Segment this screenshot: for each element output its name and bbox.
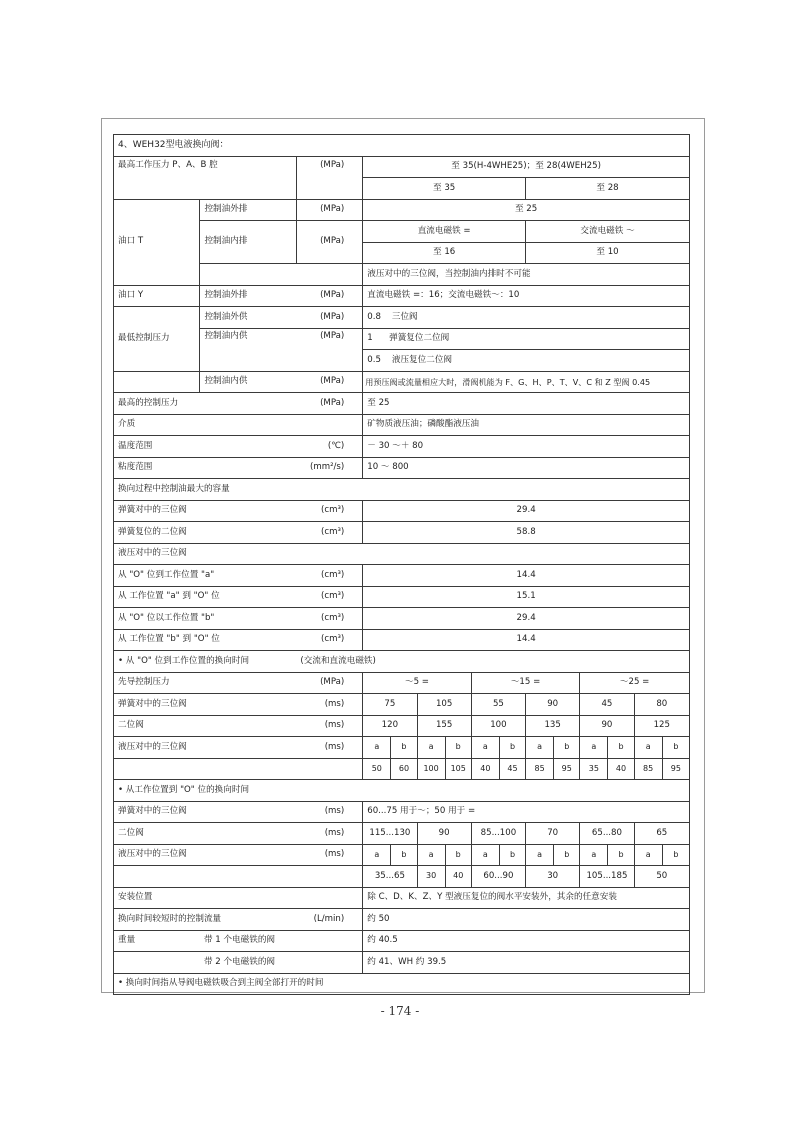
switch2-two-value: 65 <box>634 823 689 845</box>
switch1-two-unit: (ms) <box>296 715 362 737</box>
spec-table <box>113 134 690 995</box>
switch2-header-row <box>114 780 690 802</box>
weight-one-row <box>114 930 690 952</box>
temp-value: － 30 ～＋ 80 <box>363 436 690 458</box>
switch1-hyd-label: 液压对中的三位阀 <box>114 737 297 759</box>
mount-value: 除 C、D、K、Z、Y 型液压复位的阀水平安装外，其余的任意安装 <box>363 887 690 909</box>
switch2-ab-label: b <box>608 844 634 866</box>
min-ctrl-int-unit: (MPa) <box>296 328 362 371</box>
capacity-unit: (cm³) <box>296 500 362 522</box>
switch1-spring3-value: 80 <box>634 694 689 716</box>
visc-value: 10 ～ 800 <box>363 457 690 479</box>
capacity-hyd-label: 从 工作位置 "b" 到 "O" 位 <box>114 629 297 651</box>
switch2-ab-label: b <box>499 844 525 866</box>
weight-two-value: 约 41、WH 约 39.5 <box>363 952 690 974</box>
capacity-hyd-row <box>114 608 690 630</box>
switch2-ab-label: b <box>391 844 417 866</box>
switch1-hyd-value: 105 <box>445 758 471 780</box>
switch1-ab-label: b <box>608 737 634 759</box>
switch2-two-label: 二位阀 <box>114 823 297 845</box>
switch2-header: • 从工作位置到 "O" 位的换向时间 <box>114 780 690 802</box>
visc-row <box>114 457 690 479</box>
switch2-two-value: 90 <box>417 823 471 845</box>
capacity-value: 29.4 <box>363 500 690 522</box>
min-ctrl-v2: 1 弹簧复位二位阀 <box>363 328 690 350</box>
switch2-ab-label: b <box>445 844 471 866</box>
switch2-two-row <box>114 823 690 845</box>
switch1-hyd-value: 40 <box>471 758 499 780</box>
capacity-hyd-value: 29.4 <box>363 608 690 630</box>
switch1-pilot-value: ～25 = <box>580 672 690 694</box>
capacity-label: 弹簧复位的二位阀 <box>114 522 297 544</box>
switch1-two-value: 100 <box>471 715 525 737</box>
switch1-hyd-value: 50 <box>363 758 391 780</box>
switch1-hyd-unit: (ms) <box>296 737 362 759</box>
min-ctrl-int2-label: 控制油内供 <box>200 371 296 393</box>
switch1-pilot-value: ～15 = <box>471 672 580 694</box>
switch1-hyd-ab-row <box>114 737 690 759</box>
switch1-ab-label: b <box>445 737 471 759</box>
min-ctrl-ext-label: 控制油外供 <box>200 307 296 329</box>
min-ctrl-row-2 <box>114 328 690 350</box>
port-t-dc-value: 至 16 <box>363 242 526 264</box>
max-pressure-value: 至 35(H-4WHE25)；至 28(4WEH25) <box>363 156 690 178</box>
switch1-ab-label: a <box>580 737 608 759</box>
switch2-two-value: 70 <box>526 823 580 845</box>
temp-row <box>114 436 690 458</box>
weight-one-label: 带 1 个电磁铁的阀 <box>200 930 363 952</box>
switch1-spring3-value: 45 <box>580 694 634 716</box>
switch1-spring3-value: 55 <box>471 694 525 716</box>
temp-unit: (℃) <box>296 436 362 458</box>
min-ctrl-int-label: 控制油内供 <box>200 328 296 371</box>
weight-label: 重量 <box>114 930 200 952</box>
table-title: 4、WEH32型电液换向阀： <box>114 135 690 157</box>
mount-row <box>114 887 690 909</box>
weight-one-value: 约 40.5 <box>363 930 690 952</box>
port-t-ext-unit: (MPa) <box>296 199 362 221</box>
switch2-hyd-value: 35...65 <box>363 866 417 888</box>
capacity-hyd-value: 14.4 <box>363 629 690 651</box>
switch1-spring3-value: 105 <box>417 694 471 716</box>
switch2-two-value: 65...80 <box>580 823 634 845</box>
capacity-unit: (cm³) <box>296 522 362 544</box>
switch2-hyd-unit: (ms) <box>296 844 362 866</box>
switch1-two-value: 155 <box>417 715 471 737</box>
max-pressure-row <box>114 156 690 178</box>
capacity-header-row <box>114 479 690 501</box>
port-t-int-row <box>114 221 690 243</box>
min-ctrl-int2-unit: (MPa) <box>296 371 362 393</box>
min-ctrl-row-4 <box>114 371 690 393</box>
visc-label: 粘度范围 <box>114 457 297 479</box>
flow-row <box>114 909 690 931</box>
port-t-ac-label: 交流电磁铁 ～ <box>526 221 690 243</box>
capacity-value: 58.8 <box>363 522 690 544</box>
port-y-label: 油口 Y <box>114 285 200 307</box>
switch2-hyd-value: 50 <box>634 866 689 888</box>
switch2-ab-label: a <box>417 844 445 866</box>
footnote: • 换向时间指从导阀电磁铁吸合到主阀全部打开的时间 <box>114 973 690 995</box>
switch2-hyd-value: 60...90 <box>471 866 525 888</box>
max-ctrl-row <box>114 393 690 415</box>
switch1-pilot-value: ～5 = <box>363 672 472 694</box>
switch2-two-value: 85...100 <box>471 823 525 845</box>
switch1-two-value: 120 <box>363 715 417 737</box>
switch1-ab-label: b <box>499 737 525 759</box>
switch2-ab-label: a <box>526 844 554 866</box>
capacity-hyd-header: 液压对中的三位阀 <box>114 543 690 565</box>
capacity-hyd-unit: (cm³) <box>296 629 362 651</box>
max-ctrl-unit: (MPa) <box>296 393 362 415</box>
switch1-two-value: 90 <box>580 715 634 737</box>
weight-two-row <box>114 952 690 974</box>
switch1-hyd-value: 85 <box>634 758 662 780</box>
port-t-note: 液压对中的三位阀，当控制油内排时不可能 <box>363 264 690 286</box>
port-t-dc-label: 直流电磁铁 = <box>363 221 526 243</box>
switch1-two-value: 125 <box>634 715 689 737</box>
switch1-hyd-value: 95 <box>662 758 689 780</box>
switch1-hyd-value: 95 <box>554 758 580 780</box>
medium-value: 矿物质液压油；磷酸酯液压油 <box>363 414 690 436</box>
switch1-hyd-value: 100 <box>417 758 445 780</box>
flow-value: 约 50 <box>363 909 690 931</box>
capacity-header: 换向过程中控制油最大的容量 <box>114 479 690 501</box>
switch2-spring3-label: 弹簧对中的三位阀 <box>114 801 297 823</box>
capacity-hyd-value: 14.4 <box>363 565 690 587</box>
switch1-hyd-value: 85 <box>526 758 554 780</box>
switch2-ab-label: a <box>363 844 391 866</box>
switch1-ab-label: b <box>662 737 689 759</box>
port-y-sub: 控制油外排 <box>200 285 296 307</box>
capacity-hyd-unit: (cm³) <box>296 608 362 630</box>
port-t-ext-label: 控制油外排 <box>200 199 296 221</box>
capacity-hyd-unit: (cm³) <box>296 586 362 608</box>
switch2-ab-label: a <box>580 844 608 866</box>
medium-row <box>114 414 690 436</box>
max-pressure-label: 最高工作压力 P、A、B 腔 <box>114 156 297 199</box>
switch1-spring3-value: 75 <box>363 694 417 716</box>
flow-label: 换向时间较短时的控制流量 <box>114 909 297 931</box>
switch1-ab-label: a <box>417 737 445 759</box>
switch2-ab-label: b <box>662 844 689 866</box>
switch1-spring3-unit: (ms) <box>296 694 362 716</box>
switch1-pilot-label: 先导控制压力 <box>114 672 297 694</box>
switch2-ab-label: b <box>554 844 580 866</box>
switch2-two-unit: (ms) <box>296 823 362 845</box>
port-y-unit: (MPa) <box>296 285 362 307</box>
port-t-ext-row <box>114 199 690 221</box>
switch2-hyd-values-row <box>114 866 690 888</box>
switch1-pilot-row <box>114 672 690 694</box>
capacity-hyd-row <box>114 586 690 608</box>
port-t-int-label: 控制油内排 <box>200 221 296 264</box>
switch1-pilot-unit: (MPa) <box>296 672 362 694</box>
switch2-hyd-value: 105...185 <box>580 866 634 888</box>
switch2-hyd-ab-row <box>114 844 690 866</box>
min-ctrl-label: 最低控制压力 <box>114 307 200 372</box>
switch1-spring3-row <box>114 694 690 716</box>
capacity-hyd-label: 从 "O" 位到工作位置 "a" <box>114 565 297 587</box>
max-ctrl-label: 最高的控制压力 <box>114 393 297 415</box>
max-pressure-v1: 至 35 <box>363 178 526 200</box>
switch2-spring3-row <box>114 801 690 823</box>
port-t-ext-value: 至 25 <box>363 199 690 221</box>
port-t-label: 油口 T <box>114 199 200 285</box>
min-ctrl-int2-value: 用预压阀或流量相应大时，滑阀机能为 F、G、H、P、T、V、C 和 Z 型阀 0.45 <box>363 371 690 393</box>
min-ctrl-row-1 <box>114 307 690 329</box>
capacity-row <box>114 500 690 522</box>
temp-label: 温度范围 <box>114 436 297 458</box>
switch1-header-note: (交流和直流电磁铁) <box>296 651 689 673</box>
flow-unit: (L/min) <box>296 909 362 931</box>
max-ctrl-value: 至 25 <box>363 393 690 415</box>
switch2-hyd-label: 液压对中的三位阀 <box>114 844 297 866</box>
switch1-hyd-value: 60 <box>391 758 417 780</box>
switch1-hyd-values-row <box>114 758 690 780</box>
port-t-ac-value: 至 10 <box>526 242 690 264</box>
switch1-header: • 从 "O" 位到工作位置的换向时间 <box>114 651 297 673</box>
switch1-spring3-label: 弹簧对中的三位阀 <box>114 694 297 716</box>
capacity-hyd-header-row <box>114 543 690 565</box>
switch2-two-value: 115...130 <box>363 823 417 845</box>
switch1-two-label: 二位阀 <box>114 715 297 737</box>
switch2-spring3-unit: (ms) <box>296 801 362 823</box>
capacity-hyd-label: 从 "O" 位以工作位置 "b" <box>114 608 297 630</box>
capacity-hyd-label: 从 工作位置 "a" 到 "O" 位 <box>114 586 297 608</box>
capacity-row <box>114 522 690 544</box>
title-row <box>114 135 690 157</box>
switch1-ab-label: a <box>634 737 662 759</box>
min-ctrl-ext-value: 0.8 三位阀 <box>363 307 690 329</box>
switch2-hyd-value: 30 <box>417 866 445 888</box>
switch2-hyd-value: 30 <box>526 866 580 888</box>
switch1-header-row <box>114 651 690 673</box>
page-number: - 174 - <box>380 1004 420 1018</box>
switch1-spring3-value: 90 <box>526 694 580 716</box>
switch1-ab-label: b <box>554 737 580 759</box>
capacity-hyd-row <box>114 629 690 651</box>
switch1-ab-label: a <box>471 737 499 759</box>
weight-two-label: 带 2 个电磁铁的阀 <box>200 952 363 974</box>
switch2-ab-label: a <box>471 844 499 866</box>
max-pressure-v2: 至 28 <box>526 178 690 200</box>
capacity-label: 弹簧对中的三位阀 <box>114 500 297 522</box>
footnote-row <box>114 973 690 995</box>
max-pressure-unit: (MPa) <box>296 156 362 199</box>
port-t-int-unit: (MPa) <box>296 221 362 264</box>
capacity-hyd-value: 15.1 <box>363 586 690 608</box>
switch1-ab-label: a <box>363 737 391 759</box>
capacity-hyd-row <box>114 565 690 587</box>
port-t-note-row <box>114 264 690 286</box>
switch2-ab-label: a <box>634 844 662 866</box>
switch1-ab-label: b <box>391 737 417 759</box>
switch1-two-row <box>114 715 690 737</box>
switch2-hyd-value: 40 <box>445 866 471 888</box>
switch2-spring3-value: 60...75 用于～；50 用于 = <box>363 801 690 823</box>
medium-label: 介质 <box>114 414 363 436</box>
switch1-hyd-value: 40 <box>608 758 634 780</box>
min-ctrl-ext-unit: (MPa) <box>296 307 362 329</box>
switch1-hyd-value: 45 <box>499 758 525 780</box>
switch1-ab-label: a <box>526 737 554 759</box>
capacity-hyd-unit: (cm³) <box>296 565 362 587</box>
switch1-two-value: 135 <box>526 715 580 737</box>
min-ctrl-v3: 0.5 液压复位二位阀 <box>363 350 690 372</box>
visc-unit: (mm²/s) <box>296 457 362 479</box>
switch1-hyd-value: 35 <box>580 758 608 780</box>
mount-label: 安装位置 <box>114 887 363 909</box>
port-y-value: 直流电磁铁 =：16；交流电磁铁～：10 <box>363 285 690 307</box>
port-y-row <box>114 285 690 307</box>
